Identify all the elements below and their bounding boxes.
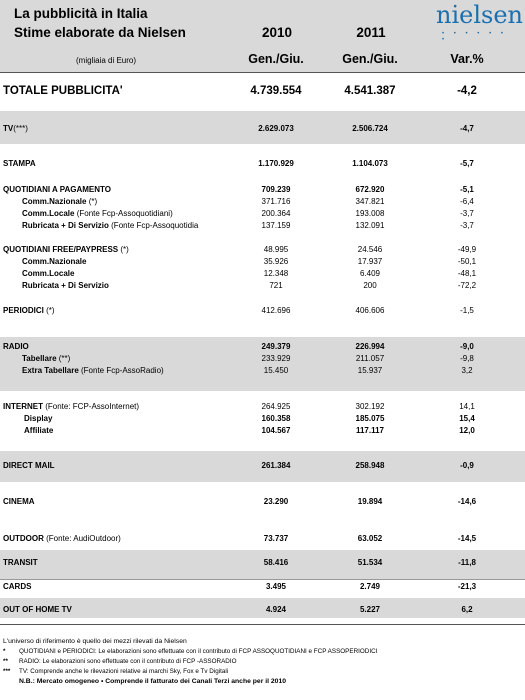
value-2011: 226.994 [355, 342, 385, 351]
value-2011: 302.192 [355, 402, 385, 411]
value-2010: 137.159 [261, 221, 291, 230]
table-row-qp-rubricata [0, 221, 525, 233]
footnote-nb: N.B.: Mercato omogeneo • Comprende il fatturato dei Canali Terzi anche per il 2010 [19, 678, 287, 685]
table-header [0, 0, 525, 72]
value-2011: 406.606 [355, 306, 385, 315]
value-2010: 371.716 [261, 197, 291, 206]
logo-dots: • • • • • • • [442, 31, 507, 43]
footnote-universe: L'universo di riferimento è quello dei mezzi rilevati da Nielsen [3, 638, 187, 645]
value-2011: 5.227 [359, 605, 381, 614]
value-var: -5,1 [460, 185, 474, 194]
row-label: TOTALE PUBBLICITA' [3, 85, 123, 97]
value-var: 6,2 [461, 605, 473, 614]
value-2010: 73.737 [263, 534, 289, 543]
value-var: -5,7 [460, 159, 474, 168]
row-label: Comm.Nazionale (*) [22, 197, 98, 206]
table-row-outdoor [0, 534, 525, 546]
row-label: QUOTIDIANI FREE/PAYPRESS (*) [3, 245, 129, 254]
column-year-2011: 2011 [356, 25, 386, 40]
value-var: 3,2 [461, 366, 473, 375]
value-2011: 63.052 [357, 534, 383, 543]
value-var: -6,4 [460, 197, 474, 206]
value-2010: 233.929 [261, 354, 291, 363]
row-label: TV(***) [3, 124, 28, 133]
value-2010: 721 [269, 281, 283, 290]
row-label: CINEMA [3, 497, 35, 506]
column-period-2010: Gen./Giu. [248, 52, 304, 66]
value-2011: 6.409 [359, 269, 381, 278]
footer-divider [0, 624, 525, 625]
value-2010: 3.495 [265, 582, 287, 591]
table-row-internet [0, 402, 525, 414]
row-label: OUT OF HOME TV [3, 605, 72, 614]
table-row-stampa [0, 159, 525, 171]
report-subtitle: Stime elaborate da Nielsen [14, 25, 186, 40]
value-2010: 200.364 [261, 209, 291, 218]
row-label: Extra Tabellare (Fonte Fcp-AssoRadio) [22, 366, 164, 375]
value-2011: 347.821 [355, 197, 385, 206]
value-var: -49,9 [457, 245, 477, 254]
value-2010: 58.416 [263, 558, 289, 567]
row-label: Rubricata + Di Servizio [22, 281, 109, 290]
header-divider [0, 72, 525, 73]
value-var: -14,5 [457, 534, 477, 543]
column-variation: Var.% [450, 52, 484, 66]
value-var: -21,3 [457, 582, 477, 591]
value-2010: 412.696 [261, 306, 291, 315]
value-2010: 264.925 [261, 402, 291, 411]
value-var: -72,2 [457, 281, 477, 290]
value-2011: 24.546 [357, 245, 383, 254]
table-row-qf-comm-locale [0, 269, 525, 281]
value-var: -14,6 [457, 497, 477, 506]
value-2011: 15.937 [357, 366, 383, 375]
column-period-2011: Gen./Giu. [342, 52, 398, 66]
footnote-2: ** RADIO: Le elaborazioni sono effettuate con il contributo di FCP -ASSORADIO [3, 658, 237, 665]
nielsen-logo [434, 1, 523, 43]
value-2011: 258.948 [355, 461, 385, 470]
value-2011: 200 [363, 281, 377, 290]
table-row-quotidiani-pagamento [0, 185, 525, 197]
row-label: Tabellare (**) [22, 354, 71, 363]
value-2010: 2.629.073 [258, 124, 294, 133]
row-label: RADIO [3, 342, 29, 351]
table-row-direct-mail [0, 461, 525, 473]
value-2010: 709.239 [261, 185, 291, 194]
value-var: 12,0 [459, 426, 475, 435]
value-var: -4,7 [460, 124, 474, 133]
table-row-quotidiani-free [0, 245, 525, 257]
logo-wordmark: nielsen [436, 1, 523, 29]
row-label: STAMPA [3, 159, 36, 168]
table-row-radio-extra [0, 366, 525, 378]
value-var: -1,5 [460, 306, 474, 315]
value-2011: 2.506.724 [352, 124, 388, 133]
value-2011: 2.749 [359, 582, 381, 591]
value-2010: 35.926 [263, 257, 289, 266]
value-2011: 672.920 [355, 185, 385, 194]
row-label: TRANSIT [3, 558, 38, 567]
value-var: 15,4 [459, 414, 475, 423]
value-2010: 4.924 [265, 605, 287, 614]
table-row-tv [0, 124, 525, 136]
value-2010: 48.995 [263, 245, 289, 254]
value-2010: 104.567 [261, 426, 291, 435]
report-title: La pubblicità in Italia [14, 6, 148, 21]
table-row-out-of-home [0, 605, 525, 617]
row-label: Comm.Locale (Fonte Fcp-Assoquotidiani) [22, 209, 173, 218]
footnote-3: *** TV: Comprende anche le rilevazioni relative ai marchi Sky, Fox e Tv Digitali [3, 668, 229, 675]
value-2010: 23.290 [263, 497, 289, 506]
row-label: Comm.Nazionale [22, 257, 87, 266]
value-2010: 4.739.554 [250, 85, 302, 97]
table-row-cards [0, 582, 525, 594]
row-label: Display [24, 414, 53, 423]
table-row-qp-comm-nazionale [0, 197, 525, 209]
value-2011: 193.008 [355, 209, 385, 218]
value-2010: 12.348 [263, 269, 289, 278]
value-2010: 1.170.929 [258, 159, 294, 168]
value-var: -50,1 [457, 257, 477, 266]
row-label: PERIODICI (*) [3, 306, 55, 315]
table-row-radio-tabellare [0, 354, 525, 366]
value-var: -0,9 [460, 461, 474, 470]
value-2010: 261.384 [261, 461, 291, 470]
value-var: -11,8 [458, 558, 476, 567]
table-row-radio [0, 342, 525, 354]
row-label: Comm.Locale [22, 269, 75, 278]
outdoor-divider [0, 579, 525, 580]
value-2011: 51.534 [357, 558, 383, 567]
table-row-periodici [0, 306, 525, 318]
value-2011: 211.057 [355, 354, 385, 363]
value-2011: 132.091 [355, 221, 385, 230]
value-2010: 160.358 [261, 414, 291, 423]
value-2011: 19.894 [357, 497, 383, 506]
row-label: OUTDOOR (Fonte: AudiOutdoor) [3, 534, 121, 543]
row-label: DIRECT MAIL [3, 461, 55, 470]
footnote-1: * QUOTIDIANI e PERIODICI: Le elaborazioni sono effettuate con il contributo di FCP ASSOQUOTIDIANI e FCP ASSOPERIODICI [3, 648, 378, 655]
value-2010: 15.450 [263, 366, 289, 375]
value-2011: 4.541.387 [344, 85, 396, 97]
row-label: CARDS [3, 582, 32, 591]
table-row-qp-comm-locale [0, 209, 525, 221]
table-row-qf-rubricata [0, 281, 525, 293]
table-row-internet-affiliate [0, 426, 525, 438]
row-label: INTERNET (Fonte: FCP-AssoInternet) [3, 402, 140, 411]
row-label: Affiliate [24, 426, 54, 435]
value-2011: 17.937 [357, 257, 383, 266]
value-2011: 1.104.073 [352, 159, 388, 168]
row-label: QUOTIDIANI A PAGAMENTO [3, 185, 111, 194]
column-year-2010: 2010 [261, 25, 293, 40]
unit-note: (migliaia di Euro) [76, 56, 137, 65]
value-var: -3,7 [460, 221, 474, 230]
table-row-totale [0, 85, 525, 101]
table-row-qf-comm-nazionale [0, 257, 525, 269]
value-var: 14,1 [459, 402, 475, 411]
row-label: Rubricata + Di Servizio (Fonte Fcp-Assoquotidia [22, 221, 199, 230]
table-row-transit [0, 558, 525, 570]
table-row-internet-display [0, 414, 525, 426]
value-var: -48,1 [457, 269, 477, 278]
value-2011: 185.075 [355, 414, 385, 423]
value-var: -9,0 [460, 342, 474, 351]
value-var: -4,2 [457, 85, 477, 97]
table-row-cinema [0, 497, 525, 509]
value-var: -3,7 [460, 209, 474, 218]
value-var: -9,8 [460, 354, 474, 363]
value-2011: 117.117 [355, 426, 385, 435]
value-2010: 249.379 [261, 342, 291, 351]
